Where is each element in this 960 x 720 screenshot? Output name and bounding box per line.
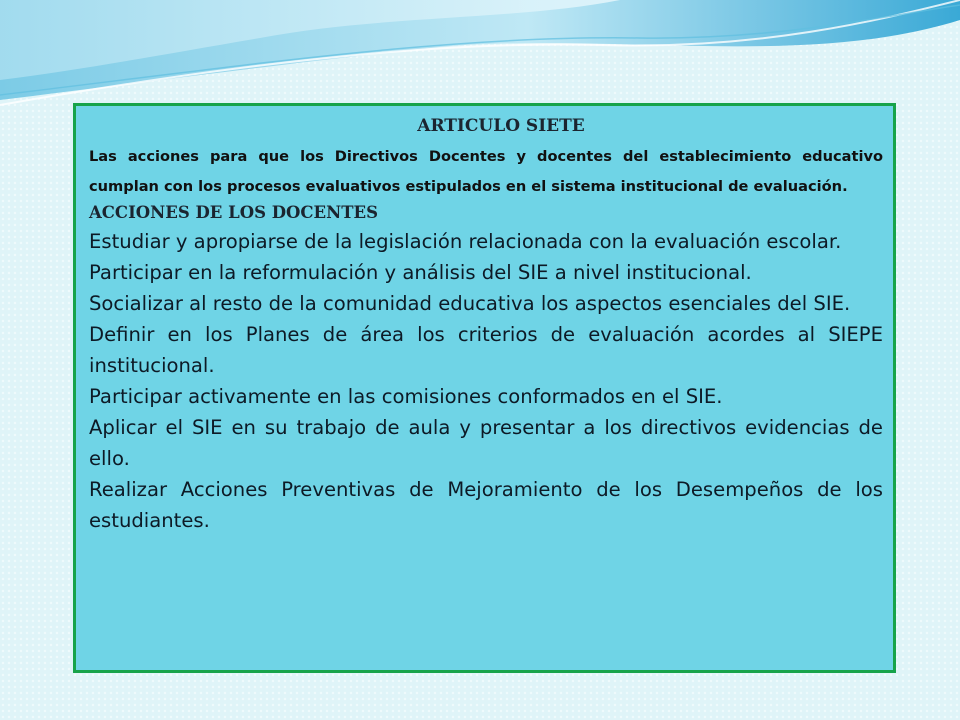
action-item: Definir en los Planes de área los criterios de evaluación acordes al SIEPE institucional. xyxy=(89,323,883,377)
header-wave-decoration xyxy=(0,0,960,120)
action-item: Realizar Acciones Preventivas de Mejoramiento de los Desempeños de los estudiantes. xyxy=(89,478,883,532)
action-item: Participar en la reformulación y análisis del SIE a nivel institucional. xyxy=(89,261,752,284)
actions-list xyxy=(89,226,883,536)
section-title: ACCIONES DE LOS DOCENTES xyxy=(89,203,378,222)
action-item: Socializar al resto de la comunidad educativa los aspectos esenciales del SIE. xyxy=(89,292,851,315)
action-item: Estudiar y apropiarse de la legislación relacionada con la evaluación escolar. xyxy=(89,230,842,253)
intro-paragraph: Las acciones para que los Directivos Docentes y docentes del establecimiento educativo cumplan con los procesos evaluativos estipulados en el sistema institucional de evaluación. xyxy=(89,148,883,195)
article-title: ARTICULO SIETE xyxy=(417,116,585,136)
action-item: Aplicar el SIE en su trabajo de aula y presentar a los directivos evidencias de ello. xyxy=(89,416,883,470)
action-item: Participar activamente en las comisiones conformados en el SIE. xyxy=(89,385,723,408)
content-box xyxy=(73,103,896,673)
